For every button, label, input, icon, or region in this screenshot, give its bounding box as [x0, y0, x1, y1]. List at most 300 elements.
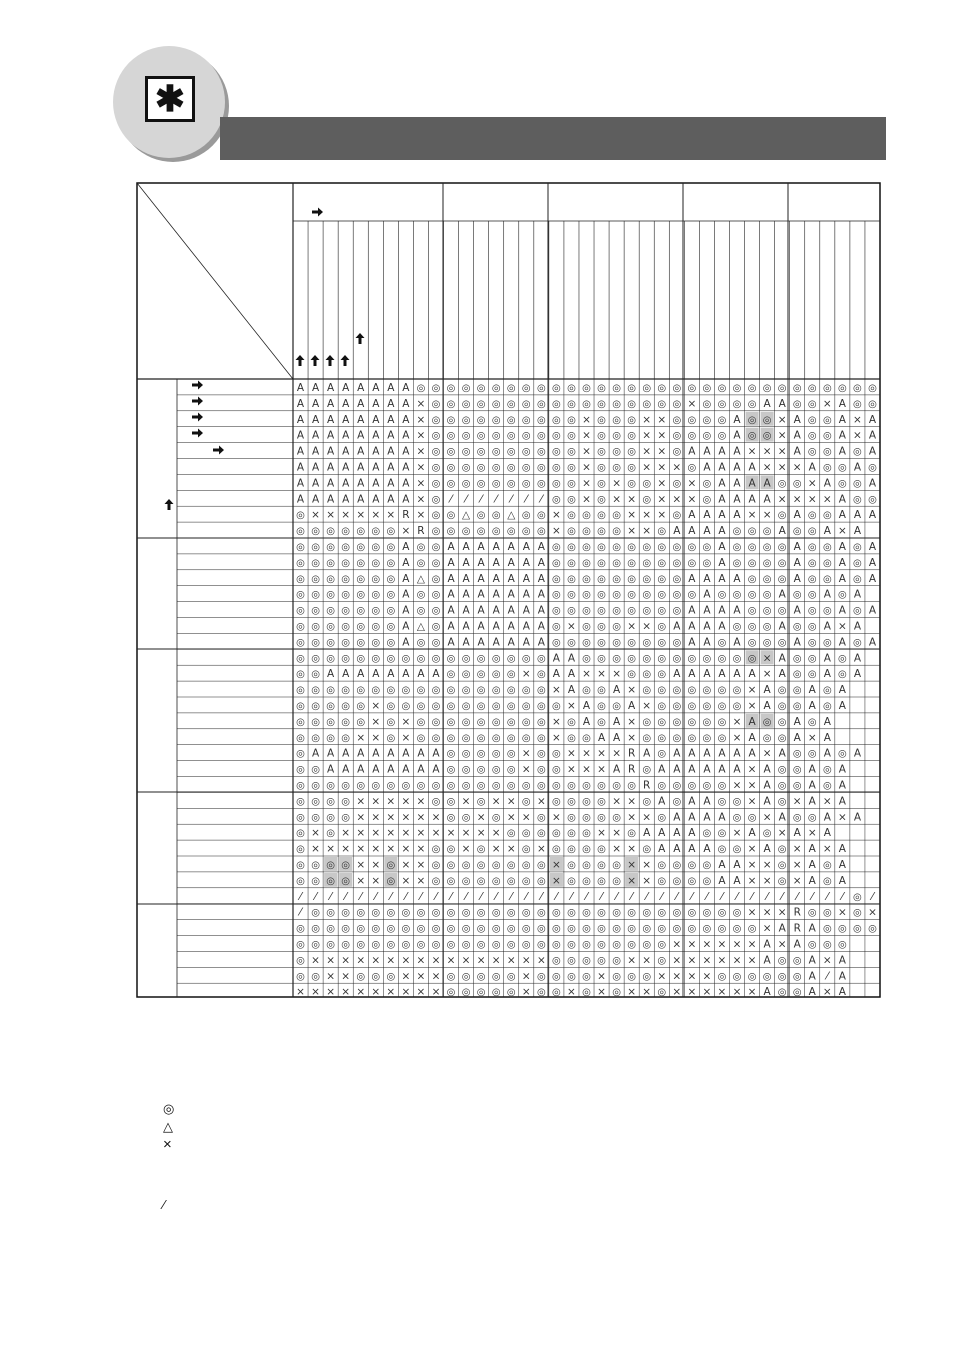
matrix-cell: ◎ [807, 541, 817, 553]
matrix-cell: A [387, 747, 395, 760]
matrix-cell: × [431, 954, 441, 967]
matrix-cell: A [357, 397, 365, 410]
matrix-cell: × [341, 509, 351, 522]
matrix-cell: ◎ [311, 716, 320, 728]
matrix-cell: A [793, 413, 801, 426]
matrix-cell: ◎ [476, 510, 486, 522]
matrix-cell: A [823, 747, 831, 760]
matrix-cell: × [627, 795, 637, 808]
matrix-cell: ◎ [792, 398, 802, 410]
matrix-cell: ◎ [491, 526, 501, 538]
matrix-cell: ◎ [627, 605, 637, 617]
matrix-cell: ◎ [371, 653, 381, 665]
matrix-cell: ◎ [311, 923, 320, 935]
matrix-cell: ◎ [582, 398, 591, 410]
matrix-cell: ⁄ [359, 890, 362, 903]
matrix-cell: ◎ [446, 669, 456, 681]
matrix-cell: ◎ [702, 541, 712, 553]
matrix-cell: × [341, 954, 351, 967]
matrix-cell: ◎ [536, 748, 546, 760]
matrix-cell: ◎ [597, 462, 606, 474]
matrix-cell: ◎ [386, 621, 396, 633]
matrix-cell: ⁄ [630, 890, 633, 903]
matrix-cell: ◎ [386, 637, 396, 649]
matrix-cell: ◎ [521, 398, 531, 410]
matrix-cell: ◎ [521, 653, 531, 665]
matrix-cell: A [522, 604, 530, 617]
matrix-cell: ◎ [777, 875, 787, 887]
matrix-cell: ◎ [702, 732, 712, 744]
matrix-cell: ◎ [296, 859, 305, 871]
matrix-cell: ◎ [416, 923, 426, 935]
matrix-cell: ◎ [717, 796, 727, 808]
matrix-cell: ◎ [506, 685, 516, 697]
matrix-cell: ◎ [326, 875, 335, 887]
matrix-cell: A [733, 461, 741, 474]
matrix-cell: ◎ [446, 653, 456, 665]
matrix-cell: × [476, 827, 486, 840]
matrix-cell: ◎ [582, 875, 591, 887]
arrow-right-icon [213, 446, 224, 455]
matrix-cell: ◎ [416, 700, 426, 712]
matrix-cell: ◎ [732, 923, 742, 935]
matrix-cell: ◎ [491, 764, 501, 776]
matrix-cell: ◎ [311, 605, 320, 617]
matrix-cell: ◎ [642, 605, 652, 617]
matrix-cell: ◎ [521, 478, 531, 490]
matrix-cell: A [372, 461, 380, 474]
matrix-cell: ◎ [612, 382, 621, 394]
matrix-cell: A [357, 668, 365, 681]
matrix-cell: ◎ [567, 923, 576, 935]
matrix-cell: A [793, 429, 801, 442]
matrix-cell: A [703, 620, 711, 633]
matrix-cell: ◎ [672, 605, 682, 617]
matrix-cell: × [416, 397, 426, 410]
matrix-cell: ◎ [567, 430, 576, 442]
matrix-cell: ◎ [792, 764, 802, 776]
matrix-cell: A [522, 588, 530, 601]
matrix-cell: × [356, 858, 366, 871]
matrix-cell: A [733, 572, 741, 585]
matrix-cell: ◎ [311, 621, 320, 633]
matrix-cell: ◎ [853, 382, 862, 394]
matrix-cell: ⁄ [495, 493, 498, 506]
matrix-cell: ◎ [838, 382, 847, 394]
matrix-cell: × [642, 954, 652, 967]
matrix-cell: × [461, 843, 471, 856]
matrix-cell: A [357, 413, 365, 426]
matrix-cell: ◎ [792, 812, 802, 824]
matrix-cell: A [477, 588, 485, 601]
matrix-cell: A [688, 843, 696, 856]
matrix-cell: ◎ [672, 923, 682, 935]
matrix-cell: × [461, 795, 471, 808]
matrix-cell: × [732, 986, 742, 999]
matrix-cell: ◎ [582, 382, 591, 394]
matrix-cell: × [657, 477, 667, 490]
matrix-cell: ◎ [612, 812, 621, 824]
matrix-cell: × [401, 795, 411, 808]
matrix-cell: ◎ [747, 923, 757, 935]
matrix-cell: × [777, 493, 787, 506]
matrix-cell: ◎ [597, 446, 606, 458]
matrix-cell: A [597, 731, 606, 744]
matrix-cell: ◎ [567, 494, 576, 506]
matrix-cell: ◎ [672, 859, 682, 871]
matrix-cell: ◎ [642, 541, 652, 553]
matrix-cell: × [777, 461, 787, 474]
matrix-cell: ⁄ [420, 890, 422, 903]
matrix-cell: A [733, 858, 741, 871]
matrix-cell: A [357, 429, 365, 442]
matrix-cell: ◎ [672, 796, 682, 808]
matrix-cell: A [703, 811, 711, 824]
matrix-cell: ◎ [612, 510, 621, 522]
matrix-cell: × [491, 843, 501, 856]
matrix-cell: ◎ [491, 478, 501, 490]
matrix-cell: ◎ [506, 732, 516, 744]
matrix-cell: × [506, 954, 516, 967]
matrix-cell: ◎ [461, 939, 471, 951]
matrix-cell: ◎ [777, 541, 787, 553]
matrix-cell: ◎ [386, 716, 396, 728]
matrix-cell: A [447, 556, 455, 569]
matrix-cell: ◎ [386, 732, 396, 744]
matrix-cell: × [792, 874, 802, 887]
matrix-cell: ⁄ [706, 890, 708, 903]
matrix-cell: ◎ [732, 812, 742, 824]
matrix-cell: A [477, 572, 485, 585]
matrix-cell: ◎ [552, 605, 561, 617]
matrix-cell: A [357, 477, 365, 490]
matrix-cell: × [762, 509, 772, 522]
matrix-cell: ◎ [642, 716, 652, 728]
matrix-cell: ◎ [431, 875, 441, 887]
matrix-cell: ◎ [868, 462, 877, 474]
matrix-cell: ◎ [521, 414, 531, 426]
matrix-cell: A [808, 954, 816, 967]
matrix-cell: × [416, 858, 426, 871]
matrix-cell: A [718, 874, 726, 887]
matrix-cell: × [416, 477, 426, 490]
matrix-cell: ◎ [356, 637, 366, 649]
matrix-cell: ◎ [476, 987, 486, 999]
arrow-right-icon [192, 397, 203, 406]
matrix-cell: A [628, 699, 636, 712]
matrix-cell: A [658, 843, 666, 856]
matrix-cell: ◎ [822, 780, 832, 792]
arrow-right-icon [192, 413, 203, 422]
matrix-cell: A [342, 477, 350, 490]
matrix-cell: A [492, 556, 500, 569]
matrix-cell: ◎ [386, 971, 396, 983]
matrix-cell: A [477, 556, 485, 569]
matrix-cell: A [838, 604, 846, 617]
matrix-cell: A [492, 540, 500, 553]
matrix-cell: ◎ [612, 526, 621, 538]
matrix-cell: ◎ [296, 637, 305, 649]
matrix-cell: A [808, 763, 816, 776]
matrix-cell: ◎ [822, 446, 832, 458]
matrix-cell: A [537, 604, 545, 617]
matrix-cell: ◎ [627, 557, 637, 569]
matrix-cell: A [492, 572, 500, 585]
matrix-cell: A [357, 747, 365, 760]
matrix-cell: × [326, 986, 336, 999]
matrix-cell: ◎ [702, 685, 712, 697]
matrix-cell: × [311, 843, 320, 856]
matrix-cell: ◎ [822, 573, 832, 585]
arrow-right-icon [192, 381, 203, 390]
matrix-cell: ◎ [642, 557, 652, 569]
matrix-cell: ◎ [536, 780, 546, 792]
matrix-cell: ◎ [431, 382, 441, 394]
matrix-cell: × [642, 429, 652, 442]
matrix-cell: ◎ [552, 573, 561, 585]
matrix-cell: ◎ [552, 796, 561, 808]
matrix-cell: × [762, 445, 772, 458]
matrix-cell: ◎ [506, 748, 516, 760]
matrix-cell: A [838, 636, 846, 649]
matrix-cell: A [522, 540, 530, 553]
matrix-cell: ⁄ [510, 890, 513, 903]
matrix-cell: ◎ [732, 557, 742, 569]
matrix-cell: ◎ [822, 382, 832, 394]
matrix-cell: ◎ [506, 875, 516, 887]
matrix-cell: A [823, 525, 831, 538]
matrix-cell: × [762, 906, 772, 919]
matrix-cell: ◎ [476, 971, 486, 983]
matrix-cell: ◎ [311, 796, 320, 808]
matrix-cell: ◎ [386, 573, 396, 585]
matrix-cell: ◎ [521, 700, 531, 712]
matrix-cell: ⁄ [525, 890, 528, 903]
matrix-cell: ◎ [491, 971, 501, 983]
matrix-cell: ◎ [506, 987, 516, 999]
matrix-cell: ◎ [431, 780, 441, 792]
matrix-cell: ◎ [296, 541, 305, 553]
matrix-cell: ◎ [582, 812, 591, 824]
matrix-cell: ◎ [431, 494, 441, 506]
matrix-cell: ◎ [627, 573, 637, 585]
matrix-cell: A [522, 620, 530, 633]
matrix-cell: × [431, 811, 441, 824]
matrix-cell: A [808, 461, 816, 474]
matrix-cell: ◎ [552, 414, 561, 426]
matrix-cell: ◎ [702, 398, 712, 410]
matrix-cell: ◎ [792, 653, 802, 665]
matrix-cell: × [657, 461, 667, 474]
matrix-cell: ◎ [386, 653, 396, 665]
matrix-cell: ◎ [567, 732, 576, 744]
matrix-cell: ◎ [762, 526, 772, 538]
matrix-cell: ◎ [341, 732, 351, 744]
matrix-cell: A [823, 652, 831, 665]
matrix-cell: A [793, 604, 801, 617]
matrix-cell: ◎ [687, 732, 697, 744]
matrix-cell: A [718, 572, 726, 585]
matrix-cell: ⁄ [450, 493, 452, 506]
matrix-cell: A [733, 429, 741, 442]
matrix-cell: ⁄ [510, 493, 513, 506]
matrix-cell: ◎ [461, 478, 471, 490]
matrix-cell: ◎ [868, 494, 877, 506]
matrix-cell: ◎ [702, 716, 712, 728]
matrix-cell: × [822, 954, 832, 967]
matrix-cell: A [718, 525, 726, 538]
matrix-cell: × [747, 906, 757, 919]
matrix-cell: ⁄ [389, 890, 392, 903]
matrix-cell: ◎ [461, 700, 471, 712]
matrix-cell: ◎ [311, 557, 320, 569]
matrix-cell: ◎ [702, 828, 712, 840]
matrix-cell: × [551, 731, 561, 744]
matrix-cell: ◎ [416, 716, 426, 728]
matrix-cell: A [673, 620, 681, 633]
matrix-cell: ◎ [687, 382, 697, 394]
matrix-cell: ◎ [536, 653, 546, 665]
matrix-cell: ◎ [582, 605, 591, 617]
matrix-cell: ◎ [687, 462, 697, 474]
matrix-cell: A [703, 843, 711, 856]
matrix-cell: ◎ [476, 939, 486, 951]
matrix-cell: ◎ [446, 939, 456, 951]
matrix-cell: A [733, 445, 741, 458]
matrix-cell: ◎ [371, 605, 381, 617]
matrix-cell: ◎ [371, 907, 381, 919]
matrix-cell: × [762, 811, 772, 824]
matrix-cell: ◎ [311, 669, 320, 681]
matrix-cell: A [507, 588, 515, 601]
matrix-cell: ◎ [461, 653, 471, 665]
matrix-cell: ◎ [732, 907, 742, 919]
matrix-cell: ◎ [597, 685, 606, 697]
matrix-cell: A [402, 397, 410, 410]
matrix-cell: ◎ [386, 541, 396, 553]
matrix-cell: A [673, 747, 681, 760]
matrix-cell: ◎ [657, 637, 667, 649]
matrix-cell: × [461, 827, 471, 840]
matrix-cell: ◎ [296, 955, 305, 967]
matrix-cell: A [838, 429, 846, 442]
matrix-cell: ◎ [446, 780, 456, 792]
matrix-cell: ◎ [657, 589, 667, 601]
matrix-cell: ◎ [657, 605, 667, 617]
matrix-cell: ◎ [747, 557, 757, 569]
matrix-cell: ◎ [762, 541, 772, 553]
matrix-cell: × [326, 843, 336, 856]
matrix-cell: A [673, 525, 681, 538]
matrix-cell: A [296, 493, 305, 506]
matrix-cell: ◎ [386, 939, 396, 951]
matrix-cell: ◎ [552, 923, 561, 935]
matrix-cell: A [658, 763, 666, 776]
matrix-cell: ◎ [597, 478, 606, 490]
matrix-cell: ◎ [597, 557, 606, 569]
matrix-cell: × [687, 397, 697, 410]
matrix-cell: ◎ [386, 875, 396, 887]
matrix-cell: A [868, 477, 877, 490]
matrix-cell: ◎ [431, 557, 441, 569]
matrix-cell: A [311, 493, 320, 506]
matrix-cell: × [642, 509, 652, 522]
matrix-cell: A [522, 572, 530, 585]
legend-symbol: ◎ [163, 1101, 175, 1116]
matrix-cell: × [762, 668, 772, 681]
matrix-cell: ◎ [446, 700, 456, 712]
matrix-cell: ◎ [672, 510, 682, 522]
matrix-cell: × [582, 763, 591, 776]
matrix-cell: × [642, 525, 652, 538]
arrow-up-icon [311, 355, 320, 366]
matrix-cell: ◎ [552, 494, 561, 506]
matrix-cell: ◎ [356, 621, 366, 633]
matrix-cell: A [733, 763, 741, 776]
matrix-cell: ◎ [476, 907, 486, 919]
matrix-cell: ◎ [762, 621, 772, 633]
matrix-cell: × [747, 684, 757, 697]
matrix-cell: × [476, 954, 486, 967]
matrix-cell: A [327, 461, 335, 474]
matrix-cell: ◎ [311, 732, 320, 744]
matrix-cell: A [748, 747, 756, 760]
matrix-cell: ◎ [657, 557, 667, 569]
matrix-cell: ◎ [341, 621, 351, 633]
matrix-cell: ◎ [792, 971, 802, 983]
matrix-cell: R [402, 509, 410, 522]
matrix-cell: A [311, 429, 320, 442]
matrix-cell: ◎ [597, 875, 606, 887]
matrix-cell: × [627, 858, 637, 871]
arrow-up-icon [326, 355, 335, 366]
matrix-cell: A [296, 477, 305, 490]
matrix-cell: × [401, 525, 411, 538]
matrix-cell: × [446, 827, 456, 840]
matrix-cell: ◎ [747, 526, 757, 538]
matrix-cell: × [521, 763, 531, 776]
matrix-cell: ◎ [491, 446, 501, 458]
matrix-cell: × [311, 827, 320, 840]
matrix-cell: ◎ [356, 923, 366, 935]
matrix-cell: A [327, 381, 335, 394]
matrix-cell: A [763, 699, 771, 712]
matrix-cell: ◎ [491, 430, 501, 442]
matrix-cell: A [402, 493, 410, 506]
matrix-cell: ◎ [567, 955, 576, 967]
matrix-cell: A [853, 509, 862, 522]
matrix-cell: ◎ [326, 859, 335, 871]
matrix-cell: ◎ [431, 685, 441, 697]
matrix-cell: ◎ [627, 382, 637, 394]
matrix-cell: ◎ [762, 971, 772, 983]
matrix-cell: ◎ [446, 462, 456, 474]
matrix-cell: ◎ [356, 939, 366, 951]
matrix-cell: R [628, 747, 636, 760]
matrix-cell: × [732, 827, 742, 840]
matrix-cell: × [627, 731, 637, 744]
matrix-cell: × [612, 477, 622, 490]
matrix-cell: ◎ [597, 653, 606, 665]
matrix-cell: A [613, 763, 621, 776]
matrix-cell: ⁄ [480, 493, 483, 506]
matrix-cell: A [477, 604, 485, 617]
matrix-cell: ◎ [762, 828, 772, 840]
matrix-cell: ◎ [491, 382, 501, 394]
matrix-cell: ◎ [582, 637, 591, 649]
matrix-cell: A [417, 763, 425, 776]
matrix-cell: ◎ [657, 907, 667, 919]
